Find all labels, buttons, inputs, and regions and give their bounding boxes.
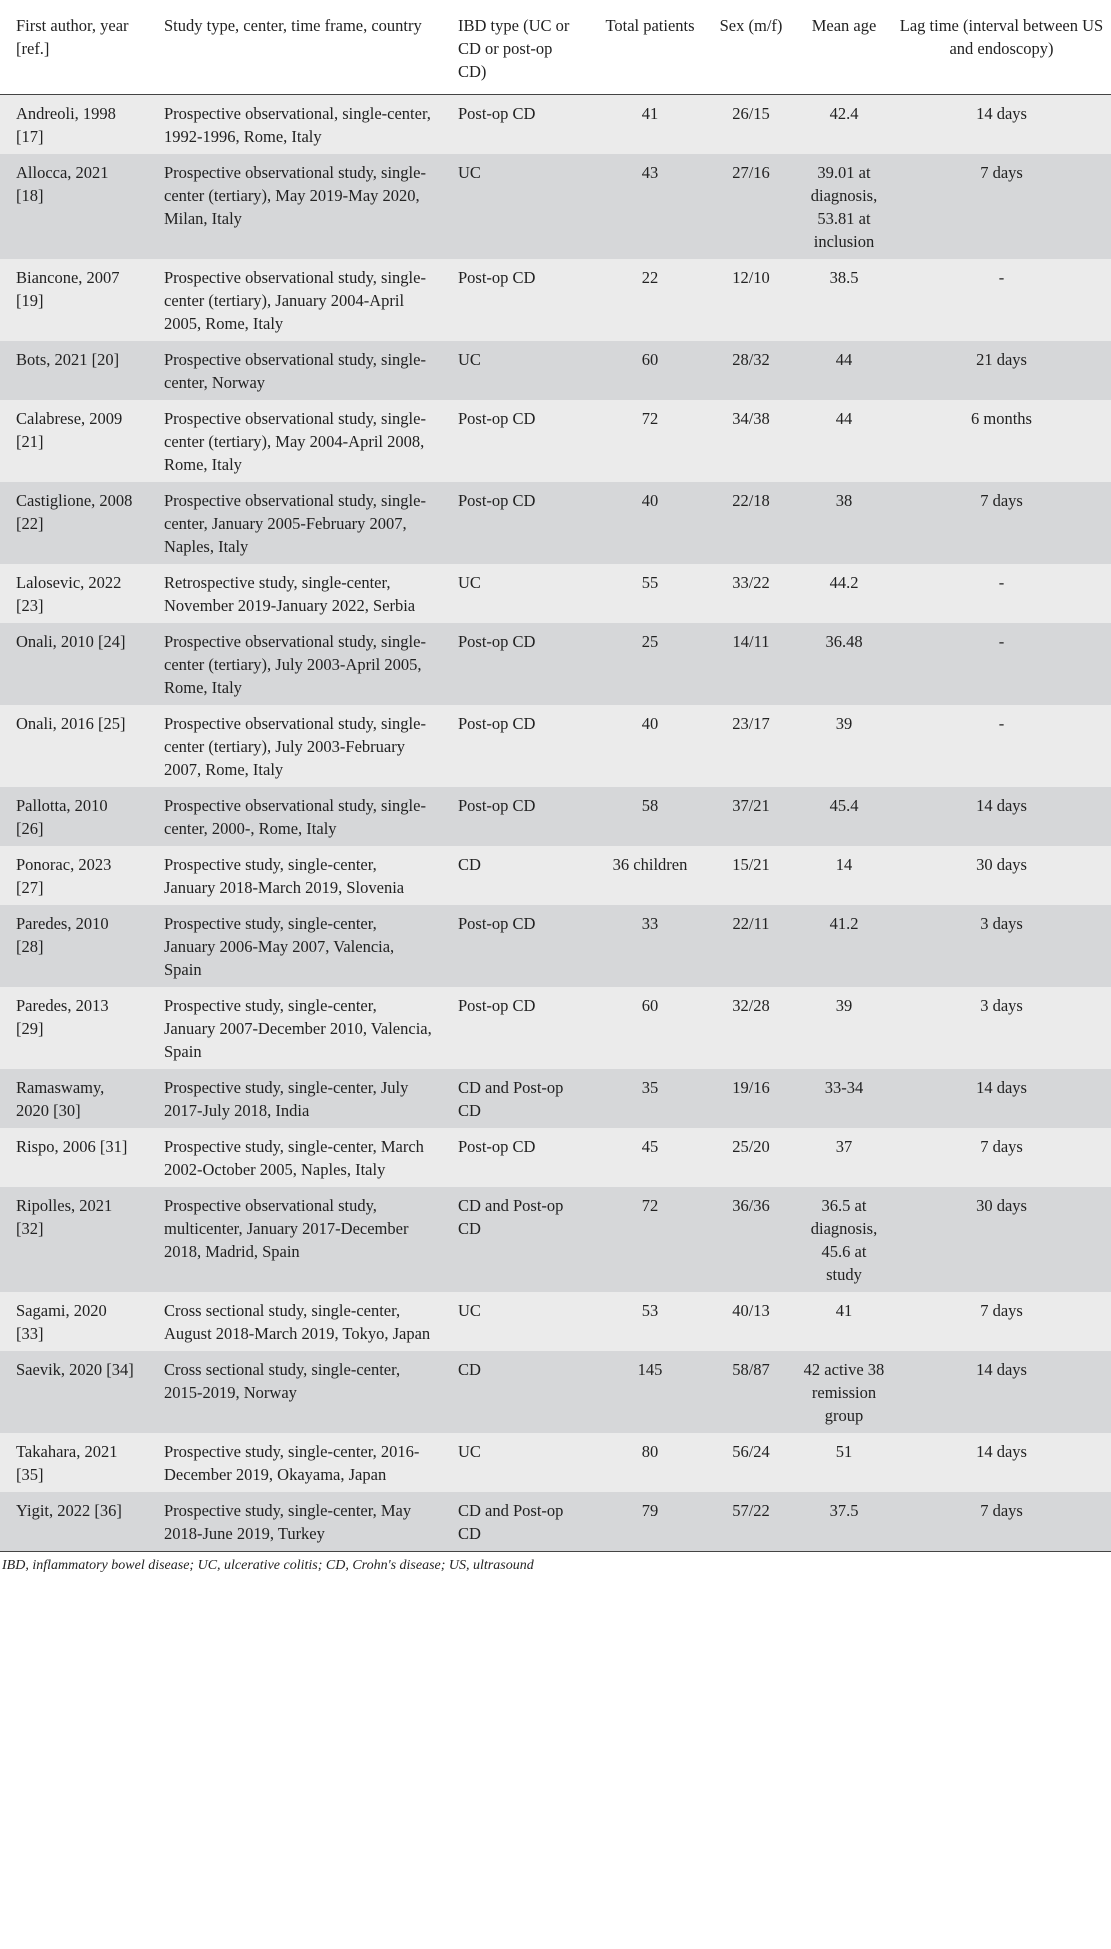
cell-total-patients: 22 [594, 259, 706, 341]
cell-lag-time: 21 days [892, 341, 1111, 400]
cell-lag-time: - [892, 564, 1111, 623]
header-study-type: Study type, center, time frame, country [148, 0, 442, 94]
cell-study-type: Prospective study, single-center, January 2006-May 2007, Valencia, Spain [148, 905, 442, 987]
cell-first-author: Ramaswamy, 2020 [30] [0, 1069, 148, 1128]
table-row [0, 787, 1111, 846]
cell-ibd-type: Post-op CD [442, 705, 594, 787]
cell-ibd-type: CD and Post-op CD [442, 1069, 594, 1128]
header-lag-time: Lag time (interval between US and endoscopy) [892, 0, 1111, 94]
header-ibd-type: IBD type (UC or CD or post-op CD) [442, 0, 594, 94]
cell-total-patients: 40 [594, 482, 706, 564]
cell-study-type: Prospective observational, single-center, 1992-1996, Rome, Italy [148, 94, 442, 154]
cell-total-patients: 45 [594, 1128, 706, 1187]
cell-mean-age: 14 [796, 846, 892, 905]
cell-mean-age: 39 [796, 987, 892, 1069]
table-row [0, 482, 1111, 564]
cell-study-type: Prospective observational study, single-center (tertiary), May 2004-April 2008, Rome, Italy [148, 400, 442, 482]
cell-sex: 22/18 [706, 482, 796, 564]
cell-lag-time: - [892, 623, 1111, 705]
cell-lag-time: 6 months [892, 400, 1111, 482]
cell-lag-time: 14 days [892, 787, 1111, 846]
cell-mean-age: 41 [796, 1292, 892, 1351]
cell-lag-time: - [892, 705, 1111, 787]
cell-study-type: Prospective observational study, multicenter, January 2017-December 2018, Madrid, Spain [148, 1187, 442, 1292]
cell-lag-time: 7 days [892, 1492, 1111, 1552]
cell-first-author: Rispo, 2006 [31] [0, 1128, 148, 1187]
cell-first-author: Castiglione, 2008 [22] [0, 482, 148, 564]
cell-sex: 12/10 [706, 259, 796, 341]
cell-total-patients: 72 [594, 1187, 706, 1292]
cell-mean-age: 51 [796, 1433, 892, 1492]
cell-study-type: Prospective observational study, single-center (tertiary), May 2019-May 2020, Milan, Italy [148, 154, 442, 259]
cell-sex: 36/36 [706, 1187, 796, 1292]
cell-lag-time: - [892, 259, 1111, 341]
table-row [0, 259, 1111, 341]
cell-ibd-type: UC [442, 1433, 594, 1492]
cell-total-patients: 60 [594, 987, 706, 1069]
cell-sex: 32/28 [706, 987, 796, 1069]
cell-total-patients: 60 [594, 341, 706, 400]
table-row [0, 1069, 1111, 1128]
cell-ibd-type: UC [442, 341, 594, 400]
cell-total-patients: 36 children [594, 846, 706, 905]
cell-study-type: Prospective study, single-center, July 2017-July 2018, India [148, 1069, 442, 1128]
cell-first-author: Andreoli, 1998 [17] [0, 94, 148, 154]
cell-ibd-type: CD [442, 1351, 594, 1433]
cell-study-type: Prospective study, single-center, 2016-December 2019, Okayama, Japan [148, 1433, 442, 1492]
cell-total-patients: 25 [594, 623, 706, 705]
cell-ibd-type: CD and Post-op CD [442, 1187, 594, 1292]
cell-ibd-type: CD and Post-op CD [442, 1492, 594, 1552]
cell-ibd-type: Post-op CD [442, 787, 594, 846]
cell-sex: 14/11 [706, 623, 796, 705]
cell-ibd-type: CD [442, 846, 594, 905]
cell-mean-age: 39 [796, 705, 892, 787]
cell-total-patients: 35 [594, 1069, 706, 1128]
table-row [0, 1292, 1111, 1351]
cell-mean-age: 44.2 [796, 564, 892, 623]
cell-sex: 57/22 [706, 1492, 796, 1552]
cell-mean-age: 38 [796, 482, 892, 564]
table-body [0, 94, 1111, 1551]
table-row [0, 1187, 1111, 1292]
cell-mean-age: 36.5 at diagnosis, 45.6 at study [796, 1187, 892, 1292]
table-row [0, 94, 1111, 154]
table-row [0, 1433, 1111, 1492]
table-row [0, 564, 1111, 623]
cell-mean-age: 36.48 [796, 623, 892, 705]
cell-sex: 22/11 [706, 905, 796, 987]
cell-mean-age: 39.01 at diagnosis, 53.81 at inclusion [796, 154, 892, 259]
table-row [0, 341, 1111, 400]
header-sex: Sex (m/f) [706, 0, 796, 94]
cell-sex: 56/24 [706, 1433, 796, 1492]
cell-first-author: Saevik, 2020 [34] [0, 1351, 148, 1433]
cell-total-patients: 55 [594, 564, 706, 623]
cell-study-type: Prospective study, single-center, January 2007-December 2010, Valencia, Spain [148, 987, 442, 1069]
cell-first-author: Ponorac, 2023 [27] [0, 846, 148, 905]
cell-lag-time: 14 days [892, 1069, 1111, 1128]
cell-total-patients: 40 [594, 705, 706, 787]
cell-ibd-type: Post-op CD [442, 482, 594, 564]
cell-lag-time: 3 days [892, 987, 1111, 1069]
cell-first-author: Yigit, 2022 [36] [0, 1492, 148, 1552]
cell-ibd-type: Post-op CD [442, 905, 594, 987]
cell-first-author: Paredes, 2010 [28] [0, 905, 148, 987]
cell-sex: 28/32 [706, 341, 796, 400]
table-row [0, 400, 1111, 482]
cell-first-author: Onali, 2010 [24] [0, 623, 148, 705]
cell-lag-time: 30 days [892, 846, 1111, 905]
cell-total-patients: 79 [594, 1492, 706, 1552]
cell-first-author: Takahara, 2021 [35] [0, 1433, 148, 1492]
cell-study-type: Prospective observational study, single-center, January 2005-February 2007, Naples, Italy [148, 482, 442, 564]
header-total-patients: Total patients [594, 0, 706, 94]
table-row [0, 1492, 1111, 1552]
cell-ibd-type: Post-op CD [442, 94, 594, 154]
cell-ibd-type: Post-op CD [442, 400, 594, 482]
cell-study-type: Prospective study, single-center, January 2018-March 2019, Slovenia [148, 846, 442, 905]
cell-ibd-type: Post-op CD [442, 259, 594, 341]
cell-total-patients: 43 [594, 154, 706, 259]
cell-sex: 58/87 [706, 1351, 796, 1433]
cell-lag-time: 7 days [892, 1292, 1111, 1351]
cell-total-patients: 145 [594, 1351, 706, 1433]
cell-study-type: Prospective observational study, single-center (tertiary), July 2003-February 2007, Rome, Italy [148, 705, 442, 787]
cell-lag-time: 3 days [892, 905, 1111, 987]
cell-total-patients: 58 [594, 787, 706, 846]
table-row [0, 1351, 1111, 1433]
cell-lag-time: 14 days [892, 94, 1111, 154]
cell-first-author: Allocca, 2021 [18] [0, 154, 148, 259]
cell-lag-time: 7 days [892, 154, 1111, 259]
table-row [0, 987, 1111, 1069]
cell-lag-time: 14 days [892, 1351, 1111, 1433]
cell-total-patients: 41 [594, 94, 706, 154]
cell-mean-age: 38.5 [796, 259, 892, 341]
cell-sex: 40/13 [706, 1292, 796, 1351]
cell-ibd-type: UC [442, 564, 594, 623]
cell-mean-age: 37 [796, 1128, 892, 1187]
cell-sex: 23/17 [706, 705, 796, 787]
cell-study-type: Cross sectional study, single-center, 2015-2019, Norway [148, 1351, 442, 1433]
cell-sex: 15/21 [706, 846, 796, 905]
cell-study-type: Prospective observational study, single-center, 2000-, Rome, Italy [148, 787, 442, 846]
cell-study-type: Retrospective study, single-center, November 2019-January 2022, Serbia [148, 564, 442, 623]
cell-mean-age: 42.4 [796, 94, 892, 154]
cell-ibd-type: UC [442, 154, 594, 259]
table-row [0, 705, 1111, 787]
cell-first-author: Bots, 2021 [20] [0, 341, 148, 400]
table-row [0, 905, 1111, 987]
cell-first-author: Pallotta, 2010 [26] [0, 787, 148, 846]
cell-mean-age: 44 [796, 400, 892, 482]
cell-lag-time: 7 days [892, 1128, 1111, 1187]
cell-first-author: Paredes, 2013 [29] [0, 987, 148, 1069]
cell-first-author: Lalosevic, 2022 [23] [0, 564, 148, 623]
cell-first-author: Calabrese, 2009 [21] [0, 400, 148, 482]
cell-sex: 19/16 [706, 1069, 796, 1128]
cell-sex: 27/16 [706, 154, 796, 259]
cell-first-author: Biancone, 2007 [19] [0, 259, 148, 341]
cell-total-patients: 72 [594, 400, 706, 482]
table-footnote: IBD, inflammatory bowel disease; UC, ulcerative colitis; CD, Crohn's disease; US, ultrasound [2, 1557, 534, 1573]
cell-sex: 37/21 [706, 787, 796, 846]
cell-study-type: Prospective observational study, single-center (tertiary), July 2003-April 2005, Rome, Italy [148, 623, 442, 705]
cell-mean-age: 42 active 38 remission group [796, 1351, 892, 1433]
cell-first-author: Sagami, 2020 [33] [0, 1292, 148, 1351]
cell-lag-time: 7 days [892, 482, 1111, 564]
cell-study-type: Prospective study, single-center, March 2002-October 2005, Naples, Italy [148, 1128, 442, 1187]
table-row [0, 623, 1111, 705]
table-row [0, 1128, 1111, 1187]
table-header-row [0, 0, 1111, 94]
cell-sex: 33/22 [706, 564, 796, 623]
cell-ibd-type: Post-op CD [442, 623, 594, 705]
cell-sex: 34/38 [706, 400, 796, 482]
cell-total-patients: 80 [594, 1433, 706, 1492]
cell-mean-age: 41.2 [796, 905, 892, 987]
cell-mean-age: 45.4 [796, 787, 892, 846]
cell-ibd-type: UC [442, 1292, 594, 1351]
header-mean-age: Mean age [796, 0, 892, 94]
cell-ibd-type: Post-op CD [442, 1128, 594, 1187]
cell-total-patients: 53 [594, 1292, 706, 1351]
cell-first-author: Onali, 2016 [25] [0, 705, 148, 787]
cell-total-patients: 33 [594, 905, 706, 987]
cell-sex: 25/20 [706, 1128, 796, 1187]
cell-study-type: Prospective observational study, single-center (tertiary), January 2004-April 2005, Rome, Italy [148, 259, 442, 341]
cell-mean-age: 44 [796, 341, 892, 400]
table-row [0, 846, 1111, 905]
cell-first-author: Ripolles, 2021 [32] [0, 1187, 148, 1292]
header-first-author: First author, year [ref.] [0, 0, 148, 94]
cell-sex: 26/15 [706, 94, 796, 154]
cell-study-type: Prospective study, single-center, May 2018-June 2019, Turkey [148, 1492, 442, 1552]
cell-study-type: Prospective observational study, single-center, Norway [148, 341, 442, 400]
cell-study-type: Cross sectional study, single-center, August 2018-March 2019, Tokyo, Japan [148, 1292, 442, 1351]
cell-ibd-type: Post-op CD [442, 987, 594, 1069]
cell-lag-time: 30 days [892, 1187, 1111, 1292]
table-row [0, 154, 1111, 259]
cell-mean-age: 33-34 [796, 1069, 892, 1128]
cell-mean-age: 37.5 [796, 1492, 892, 1552]
cell-lag-time: 14 days [892, 1433, 1111, 1492]
